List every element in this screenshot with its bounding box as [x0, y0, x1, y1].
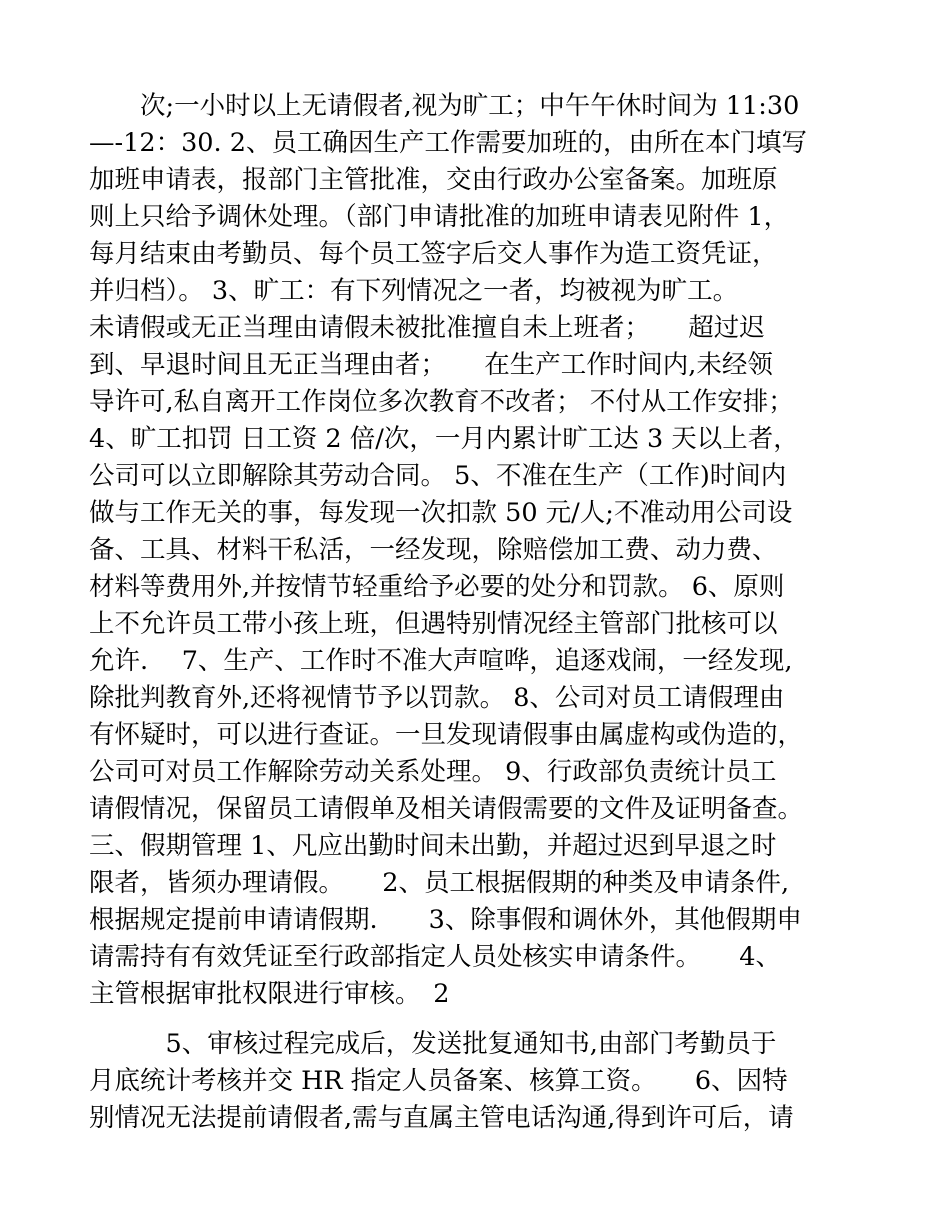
text-line: 备、工具、材料干私活，一经发现，除赔偿加工费、动力费、: [89, 535, 778, 565]
text-line: 导许可,私自离开工作岗位多次教育不改者； 不付从工作安排；: [89, 387, 794, 417]
text-line: 加班申请表，报部门主管批准，交由行政办公室备案。加班原: [89, 165, 778, 195]
text-line: 月底统计考核并交 HR 指定人员备案、核算工资。 6、因特: [89, 1066, 788, 1096]
text-line: 并归档）。 3、旷工：有下列情况之一者，均被视为旷工。: [89, 276, 739, 306]
text-line: 请需持有有效凭证至行政部指定人员处核实申请条件。 4、: [89, 942, 781, 972]
text-line: 有怀疑时，可以进行查证。一旦发现请假事由属虚构或伪造的，: [89, 720, 804, 750]
text-line: 主管根据审批权限进行审核。 2: [89, 979, 450, 1009]
text-line: 未请假或无正当理由请假未被批准擅自未上班者； 超过迟: [89, 313, 765, 343]
text-line: 5、审核过程完成后，发送批复通知书,由部门考勤员于: [89, 1029, 777, 1059]
text-line: 限者，皆须办理请假。 2、员工根据假期的种类及申请条件,: [89, 868, 790, 898]
text-line: 材料等费用外,并按情节轻重给予必要的处分和罚款。 6、原则: [89, 572, 785, 602]
text-line: 请假情况，保留员工请假单及相关请假需要的文件及证明备查。: [89, 794, 804, 824]
text-line: 每月结束由考勤员、每个员工签字后交人事作为造工资凭证，: [89, 239, 778, 269]
text-line: 除批判教育外,还将视情节予以罚款。 8、公司对员工请假理由: [89, 683, 785, 713]
text-line: 则上只给予调休处理。（部门申请批准的加班申请表见附件 1，: [89, 202, 790, 232]
text-line: —-12：30. 2、员工确因生产工作需要加班的，由所在本门填写: [89, 128, 807, 158]
text-line: 三、假期管理 1、凡应出勤时间未出勤，并超过迟到早退之时: [89, 831, 777, 861]
text-line: 4、旷工扣罚 日工资 2 倍/次，一月内累计旷工达 3 天以上者，: [89, 424, 799, 454]
text-line: 允许. 7、生产、工作时不准大声喧哗，追逐戏闹，一经发现,: [89, 646, 793, 676]
text-line: 到、早退时间且无正当理由者； 在生产工作时间内,未经领: [89, 350, 773, 380]
text-line: 根据规定提前申请请假期. 3、除事假和调休外，其他假期申: [89, 905, 802, 935]
text-line: 公司可对员工作解除劳动关系处理。 9、行政部负责统计员工: [89, 757, 777, 787]
text-line: 次;一小时以上无请假者,视为旷工；中午午休时间为 11:30: [89, 91, 800, 121]
text-line: 公司可以立即解除其劳动合同。 5、不准在生产（工作)时间内: [89, 461, 787, 491]
text-line: 别情况无法提前请假者,需与直属主管电话沟通,得到许可后，请: [89, 1103, 794, 1133]
text-line: 上不允许员工带小孩上班，但遇特别情况经主管部门批核可以: [89, 609, 778, 639]
text-line: 做与工作无关的事，每发现一次扣款 50 元/人;不准动用公司设: [89, 498, 793, 528]
